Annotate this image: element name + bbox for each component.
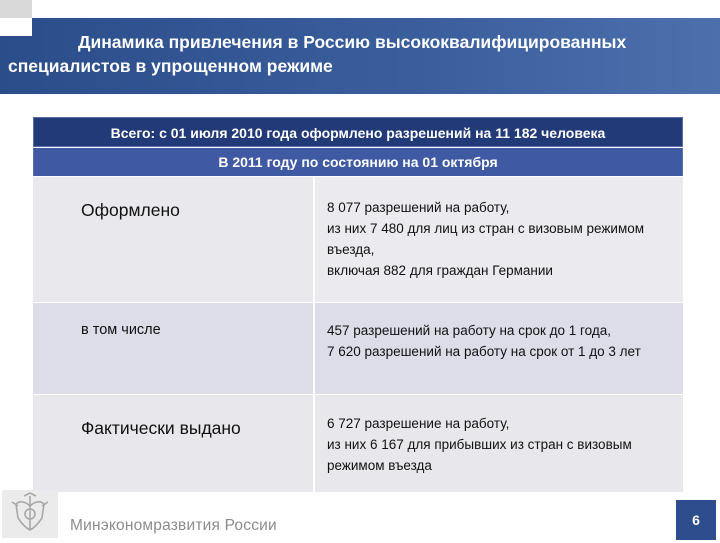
row-details (313, 395, 683, 492)
table-row (33, 303, 683, 394)
corner-block (0, 0, 32, 18)
detail-line: из них 7 480 для лиц из стран с визовым режимом въезда, (327, 221, 645, 257)
detail-line: 8 077 разрешений на работу, (327, 200, 510, 215)
coat-of-arms-icon (2, 490, 58, 538)
row-divider (33, 394, 683, 395)
row-details (313, 303, 683, 394)
year-bar: В 2011 году по состоянию на 01 октября (33, 148, 683, 176)
row-divider (33, 302, 683, 303)
detail-line: 457 разрешений на работу на срок до 1 года, (327, 323, 611, 338)
detail-line: 6 727 разрешение на работу, (327, 416, 510, 431)
summary-bar: Всего: с 01 июля 2010 года оформлено разрешений на 11 182 человека (33, 117, 683, 147)
row-details (313, 177, 683, 302)
table-row (33, 395, 683, 492)
column-divider (313, 177, 315, 492)
table-row (33, 177, 683, 302)
page-number: 6 (676, 500, 716, 540)
row-label: Оформлено (81, 200, 180, 220)
page-title: Динамика привлечения в Россию высококвалифицированных специалистов в упрощенном режиме (8, 32, 627, 76)
detail-line: из них 6 167 для прибывших из стран с визовым режимом въезда (327, 437, 632, 473)
row-label: в том числе (81, 322, 161, 338)
row-label: Фактически выдано (81, 418, 241, 438)
ministry-name: Минэкономразвития России (70, 517, 277, 534)
detail-line: включая 882 для граждан Германии (327, 263, 553, 278)
detail-line: 7 620 разрешений на работу на срок от 1 до 3 лет (327, 344, 641, 359)
